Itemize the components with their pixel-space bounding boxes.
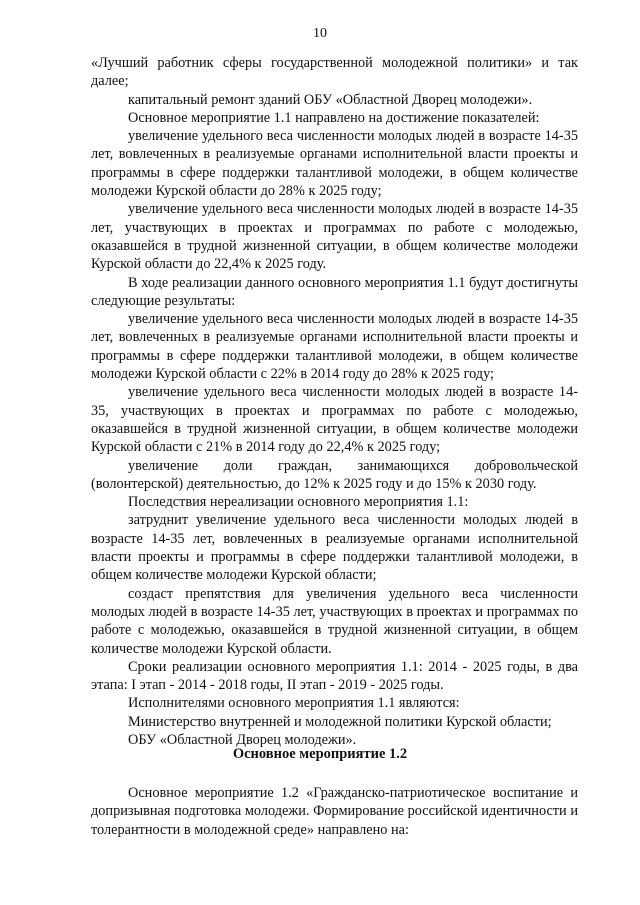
paragraph: увеличение удельного веса численности молодых людей в возрасте 14-35 лет, участвующих в проектах и программах по работе с молодежью, оказавшейся в трудной жизненной ситуации, в общем количестве молодежи Курской области до 22,4% к 2025 году. — [91, 201, 578, 273]
paragraph: капитальный ремонт зданий ОБУ «Областной Дворец молодежи». — [128, 91, 533, 108]
paragraph: увеличение доли граждан, занимающихся добровольческой (волонтерской) деятельностью, до 12% к 2025 году и до 15% к 2030 году. — [91, 457, 578, 492]
closing-text — [91, 784, 578, 839]
paragraph: «Лучший работник сферы государственной молодежной политики» и так далее; — [91, 55, 578, 90]
body-text — [91, 54, 578, 749]
section-heading: Основное мероприятие 1.2 — [232, 746, 408, 762]
paragraph: увеличение удельного веса численности молодых людей в возрасте 14-35 лет, вовлеченных в реализуемые органами исполнительной власти проекты и программы в сфере поддержки талантливой молодежи, в общем количестве молодежи Курской области до 28% к 2025 году; — [91, 128, 578, 200]
page-number: 10 — [313, 26, 327, 41]
paragraph: В ходе реализации данного основного мероприятия 1.1 будут достигнуты следующие результаты: — [91, 274, 578, 309]
paragraph: Исполнителями основного мероприятия 1.1 являются: — [128, 695, 460, 712]
paragraph: Основное мероприятие 1.1 направлено на достижение показателей: — [128, 109, 540, 126]
paragraph: Последствия нереализации основного мероприятия 1.1: — [128, 494, 469, 511]
paragraph: Министерство внутренней и молодежной политики Курской области; — [128, 713, 552, 730]
paragraph: увеличение удельного веса численности молодых людей в возрасте 14-35, участвующих в проектах и программах по работе с молодежью, оказавшейся в трудной жизненной ситуации, в общем количестве молодежи Курской области с 21% в 2014 году до 22,4% к 2025 году; — [91, 384, 578, 456]
paragraph: затруднит увеличение удельного веса численности молодых людей в возрасте 14-35 лет, вовлеченных в реализуемые органами исполнительной власти проекты и программы в сфере поддержки талантливой молодежи, в общем количестве молодежи Курской области; — [91, 512, 578, 584]
paragraph: Сроки реализации основного мероприятия 1.1: 2014 - 2025 годы, в два этапа: I этап - 2014 - 2018 годы, II этап - 2019 - 2025 годы. — [91, 658, 578, 694]
paragraph: создаст препятствия для увеличения удельного веса численности молодых людей в возрасте 14-35 лет, участвующих в проектах и программах по работе с молодежью, оказавшейся в трудной жизненной ситуации, в общем количестве молодежи Курской области. — [91, 585, 578, 657]
paragraph: увеличение удельного веса численности молодых людей в возрасте 14-35 лет, вовлеченных в реализуемые органами исполнительной власти проекты и программы в сфере поддержки талантливой молодежи, в общем количестве молодежи Курской области с 22% в 2014 году до 28% к 2025 году; — [91, 311, 578, 383]
paragraph: ОБУ «Областной Дворец молодежи». — [128, 731, 357, 748]
closing-paragraph: Основное мероприятие 1.2 «Гражданско-патриотическое воспитание и допризывная подготовка молодежи. Формирование российской идентичности и толерантности в молодежной среде» направлено на: — [91, 785, 578, 838]
